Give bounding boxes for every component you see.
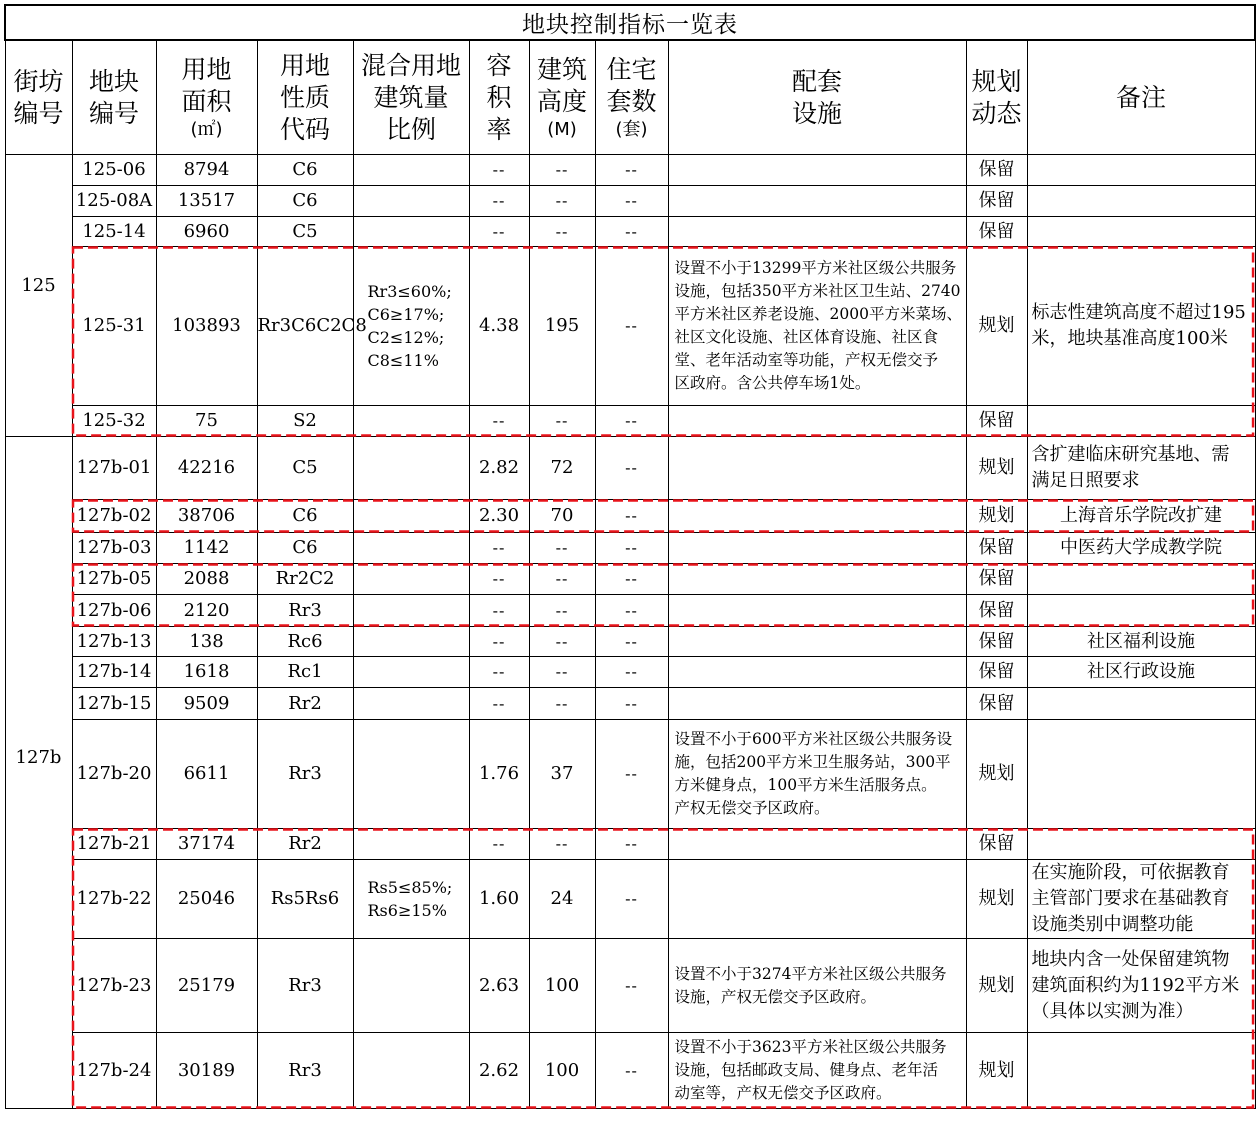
supporting-facilities-line: 平方米社区养老设施、2000平方米菜场、 [674,305,962,323]
remark [1027,688,1255,720]
supporting-facilities [668,657,966,688]
planning-status: 规划 [966,247,1027,406]
housing-units: -- [595,688,668,720]
table-row [5,533,1255,564]
remark [1027,155,1255,186]
supporting-facilities-line: 社区文化设施、社区体育设施、社区食 [674,328,939,346]
housing-units: -- [595,595,668,627]
plot-number: 127b-24 [72,1033,156,1109]
housing-units: -- [595,860,668,939]
housing-units: -- [595,564,668,595]
building-height: -- [529,688,595,720]
planning-status: 保留 [966,627,1027,657]
table-row [5,406,1255,437]
plot-number: 127b-23 [72,939,156,1033]
table-row [5,217,1255,247]
remark-line: （具体以实测为准） [1031,1000,1194,1022]
supporting-facilities [668,564,966,595]
building-height: 100 [529,939,595,1033]
planning-status: 规划 [966,500,1027,533]
supporting-facilities-line: 设施，产权无偿交予区政府。 [674,987,877,1006]
land-area: 2088 [156,564,257,595]
header-mix: 混合用地 建筑量 比例 [353,40,469,155]
supporting-facilities [668,186,966,217]
land-use-code: Rc6 [257,627,353,657]
planning-status: 保留 [966,564,1027,595]
supporting-facilities-line: 产权无偿交予区政府。 [674,799,830,817]
remark: 社区福利设施 [1027,627,1255,657]
land-use-code: Rs5Rs6 [257,860,353,939]
housing-units: -- [595,406,668,437]
supporting-facilities [668,688,966,720]
mix-ratio-line: C8≤11% [367,351,439,370]
mix-ratio [353,657,469,688]
table-row [5,627,1255,657]
table-row [5,939,1255,1033]
housing-units: -- [595,657,668,688]
header-facility: 配套 设施 [668,40,966,155]
table-row [5,186,1255,217]
header-units: 住宅 套数 (套) [595,40,668,155]
supporting-facilities [668,500,966,533]
plot-number: 125-31 [72,247,156,406]
table-row [5,1033,1255,1109]
land-use-code: Rr2 [257,688,353,720]
plot-number: 127b-06 [72,595,156,627]
mix-ratio-line: Rs6≥15% [367,901,447,920]
header-use: 用地 性质 代码 [257,40,353,155]
remark-line: 设施类别中调整功能 [1031,914,1194,935]
building-height: -- [529,155,595,186]
floor-area-ratio: -- [469,688,529,720]
land-use-code: C6 [257,500,353,533]
land-area: 9509 [156,688,257,720]
housing-units: -- [595,500,668,533]
land-area: 1142 [156,533,257,564]
housing-units: -- [595,939,668,1033]
header-far: 容 积 率 [469,40,529,155]
land-area: 6611 [156,720,257,829]
land-area: 2120 [156,595,257,627]
table-row [5,688,1255,720]
building-height: -- [529,595,595,627]
land-use-code: Rr3 [257,1033,353,1109]
supporting-facilities-line: 设施，包括350平方米社区卫生站、2740 [674,282,961,300]
plot-control-table [4,4,1256,1109]
supporting-facilities-line: 堂、老年活动室等功能，产权无偿交予 [674,351,939,369]
housing-units: -- [595,217,668,247]
supporting-facilities [668,217,966,247]
supporting-facilities [668,1033,966,1109]
floor-area-ratio: -- [469,657,529,688]
mix-ratio-line: C2≤12%; [367,328,445,347]
planning-status: 保留 [966,533,1027,564]
header-status: 规划 动态 [966,40,1027,155]
land-use-code: S2 [257,406,353,437]
supporting-facilities [668,595,966,627]
supporting-facilities-line: 设置不小于600平方米社区级公共服务设 [674,730,953,748]
land-use-code: Rr2 [257,829,353,860]
plot-number: 127b-20 [72,720,156,829]
remark-line: 标志性建筑高度不超过195 [1031,302,1246,323]
table-body [5,155,1255,1109]
mix-ratio [353,500,469,533]
land-area: 42216 [156,437,257,500]
header-area: 用地 面积 (㎡) [156,40,257,155]
building-height: -- [529,186,595,217]
mix-ratio [353,406,469,437]
land-area: 13517 [156,186,257,217]
building-height: -- [529,406,595,437]
floor-area-ratio: 1.76 [469,720,529,829]
building-height: -- [529,627,595,657]
building-height: 195 [529,247,595,406]
planning-status: 规划 [966,939,1027,1033]
supporting-facilities [668,860,966,939]
floor-area-ratio: -- [469,217,529,247]
building-height: 24 [529,860,595,939]
remark [1027,860,1255,939]
header-row [5,40,1255,155]
mix-ratio [353,688,469,720]
planning-status: 保留 [966,657,1027,688]
mix-ratio-line: Rs5≤85%; [367,878,453,897]
plot-number: 127b-02 [72,500,156,533]
land-use-code: Rr3 [257,595,353,627]
header-remark: 备注 [1027,40,1255,155]
supporting-facilities [668,627,966,657]
remark: 社区行政设施 [1027,657,1255,688]
mix-ratio [353,564,469,595]
land-use-code: C6 [257,155,353,186]
housing-units: -- [595,155,668,186]
plot-number: 125-14 [72,217,156,247]
mix-ratio-line: Rr3≤60%; [367,282,452,301]
land-use-code: Rr3 [257,939,353,1033]
remark-line: 地块内含一处保留建筑物 [1031,948,1230,970]
housing-units: -- [595,437,668,500]
land-area: 30189 [156,1033,257,1109]
table-title: 地块控制指标一览表 [5,5,1255,40]
planning-status: 规划 [966,1033,1027,1109]
planning-status: 保留 [966,217,1027,247]
land-area: 6960 [156,217,257,247]
floor-area-ratio: -- [469,533,529,564]
land-area: 75 [156,406,257,437]
floor-area-ratio: -- [469,627,529,657]
plot-number: 127b-21 [72,829,156,860]
table-row [5,247,1255,406]
plot-number: 127b-05 [72,564,156,595]
land-use-code: Rr3 [257,720,353,829]
building-height: 70 [529,500,595,533]
planning-status: 保留 [966,186,1027,217]
table-row [5,829,1255,860]
remark-line: 米，地块基准高度100米 [1031,328,1228,349]
floor-area-ratio: 2.62 [469,1033,529,1109]
land-area: 25179 [156,939,257,1033]
remark-line: 满足日照要求 [1031,470,1140,491]
table-row [5,860,1255,939]
planning-status: 保留 [966,406,1027,437]
land-use-code: C6 [257,186,353,217]
land-area: 25046 [156,860,257,939]
floor-area-ratio: -- [469,186,529,217]
remark: 上海音乐学院改扩建 [1027,500,1255,533]
building-height: 100 [529,1033,595,1109]
table-row [5,657,1255,688]
plot-number: 127b-22 [72,860,156,939]
supporting-facilities-line: 设置不小于3623平方米社区级公共服务 [674,1038,947,1056]
floor-area-ratio: -- [469,155,529,186]
planning-status: 规划 [966,860,1027,939]
mix-ratio [353,627,469,657]
mix-ratio [353,829,469,860]
supporting-facilities-line: 动室等，产权无偿交予区政府。 [674,1084,892,1102]
housing-units: -- [595,829,668,860]
land-use-code: Rr2C2 [257,564,353,595]
land-area: 138 [156,627,257,657]
supporting-facilities-line: 方米健身点，100平方米生活服务点。 [674,776,937,794]
mix-ratio [353,720,469,829]
remark [1027,564,1255,595]
mix-ratio [353,437,469,500]
supporting-facilities [668,247,966,406]
mix-ratio-line: C6≥17%; [367,305,445,324]
floor-area-ratio: -- [469,595,529,627]
land-use-code: Rr3C6C2C8 [257,247,353,406]
building-height: -- [529,829,595,860]
floor-area-ratio: -- [469,406,529,437]
floor-area-ratio: -- [469,564,529,595]
mix-ratio [353,155,469,186]
remark: 中医药大学成教学院 [1027,533,1255,564]
supporting-facilities [668,437,966,500]
mix-ratio [353,939,469,1033]
planning-status: 规划 [966,720,1027,829]
mix-ratio [353,186,469,217]
remark-line: 含扩建临床研究基地、需 [1031,444,1230,465]
land-use-code: Rc1 [257,657,353,688]
plot-number: 127b-01 [72,437,156,500]
building-height: -- [529,657,595,688]
building-height: -- [529,564,595,595]
supporting-facilities [668,939,966,1033]
plot-number: 127b-15 [72,688,156,720]
planning-status: 保留 [966,595,1027,627]
remark-line: 主管部门要求在基础教育 [1031,888,1230,909]
mix-ratio [353,533,469,564]
table-row [5,437,1255,500]
remark [1027,437,1255,500]
header-block: 街坊 编号 [5,40,72,155]
plot-number: 125-06 [72,155,156,186]
supporting-facilities-line: 设置不小于3274平方米社区级公共服务 [674,964,947,983]
header-plot: 地块 编号 [72,40,156,155]
housing-units: -- [595,247,668,406]
remark [1027,247,1255,406]
floor-area-ratio: 2.63 [469,939,529,1033]
remark [1027,186,1255,217]
plot-number: 127b-14 [72,657,156,688]
remark [1027,595,1255,627]
table-row [5,564,1255,595]
land-area: 38706 [156,500,257,533]
mix-ratio [353,247,469,406]
building-height: 72 [529,437,595,500]
planning-status: 保留 [966,155,1027,186]
table-row [5,500,1255,533]
land-use-code: C5 [257,217,353,247]
remark-line: 建筑面积约为1192平方米 [1031,974,1240,996]
housing-units: -- [595,186,668,217]
plot-number: 127b-13 [72,627,156,657]
floor-area-ratio: 4.38 [469,247,529,406]
mix-ratio [353,1033,469,1109]
planning-status: 规划 [966,437,1027,500]
supporting-facilities [668,406,966,437]
plot-number: 125-32 [72,406,156,437]
plot-number: 125-08A [72,186,156,217]
building-height: 37 [529,720,595,829]
table-row [5,720,1255,829]
block-number: 125 [5,155,72,437]
remark [1027,720,1255,829]
supporting-facilities-line: 区政府。含公共停车场1处。 [674,374,871,392]
land-use-code: C6 [257,533,353,564]
floor-area-ratio: 2.30 [469,500,529,533]
supporting-facilities [668,829,966,860]
planning-status: 保留 [966,688,1027,720]
planning-status: 保留 [966,829,1027,860]
remark [1027,1033,1255,1109]
mix-ratio [353,217,469,247]
supporting-facilities-line: 施，包括200平方米卫生服务站，300平 [674,753,951,771]
remark [1027,217,1255,247]
supporting-facilities [668,720,966,829]
housing-units: -- [595,533,668,564]
land-area: 1618 [156,657,257,688]
floor-area-ratio: 1.60 [469,860,529,939]
floor-area-ratio: 2.82 [469,437,529,500]
housing-units: -- [595,627,668,657]
supporting-facilities-line: 设施，包括邮政支局、健身点、老年活 [674,1061,939,1079]
land-area: 37174 [156,829,257,860]
header-height: 建筑 高度 (M) [529,40,595,155]
remark [1027,939,1255,1033]
plot-number: 127b-03 [72,533,156,564]
land-area: 8794 [156,155,257,186]
housing-units: -- [595,1033,668,1109]
remark-line: 在实施阶段，可依据教育 [1031,862,1230,883]
table-row [5,595,1255,627]
building-height: -- [529,217,595,247]
land-area: 103893 [156,247,257,406]
land-use-code: C5 [257,437,353,500]
housing-units: -- [595,720,668,829]
remark [1027,406,1255,437]
remark [1027,829,1255,860]
mix-ratio [353,860,469,939]
table-row [5,155,1255,186]
supporting-facilities [668,533,966,564]
building-height: -- [529,533,595,564]
block-number: 127b [5,437,72,1109]
mix-ratio [353,595,469,627]
supporting-facilities-line: 设置不小于13299平方米社区级公共服务 [674,259,957,277]
floor-area-ratio: -- [469,829,529,860]
supporting-facilities [668,155,966,186]
